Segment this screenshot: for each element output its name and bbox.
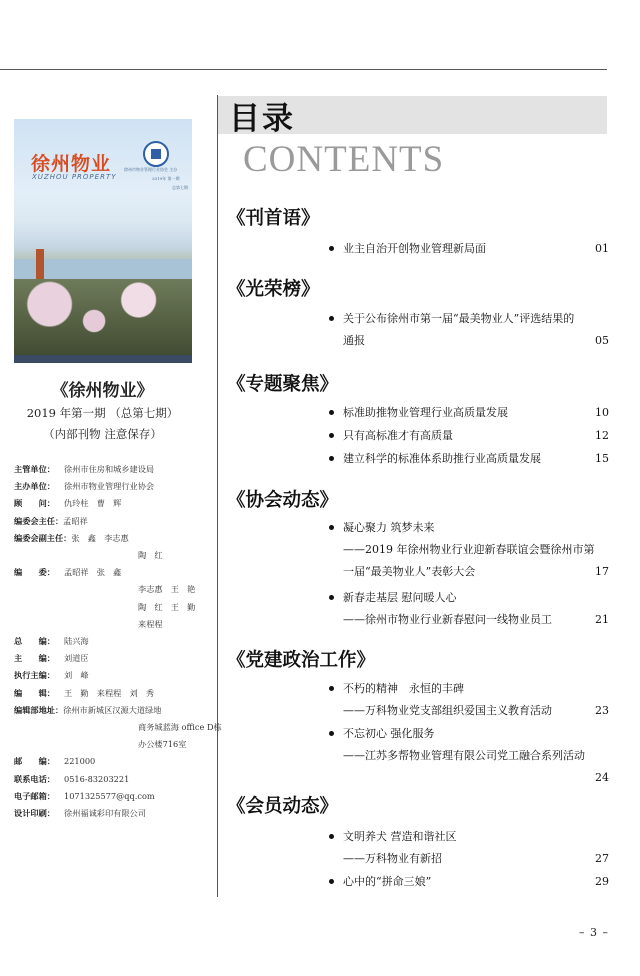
cover-image: [14, 119, 192, 363]
bullet-icon: [329, 246, 334, 251]
bullet-icon: [329, 834, 334, 839]
toc-section-title: 《党建政治工作》: [227, 650, 376, 671]
toc-entry[interactable]: [333, 425, 609, 447]
toc-entry-text: 通报: [343, 334, 365, 347]
toc-entry-text: ——万科物业有新招: [343, 852, 442, 865]
bullet-icon: [329, 456, 334, 461]
cover-title: 徐州物业: [31, 153, 112, 175]
credit-value: 王 勤 来程程 刘 秀: [64, 687, 155, 698]
toc-entry-line: [333, 330, 609, 352]
toc-entry-line: [333, 871, 609, 893]
toc-entry-line: [333, 448, 609, 470]
bullet-icon: [329, 525, 334, 530]
toc-entry-text: [333, 771, 347, 784]
credit-row: [14, 461, 222, 478]
toc-entry-line: [333, 826, 609, 848]
credit-row: [14, 547, 222, 564]
credit-value: 来程程: [138, 618, 163, 629]
bullet-icon: [329, 595, 334, 600]
credit-label: 主管单位：: [14, 464, 55, 474]
credit-label: [14, 599, 64, 616]
toc-entry[interactable]: [333, 402, 609, 424]
toc-section-title: 《专题聚焦》: [227, 374, 339, 395]
credit-label: 编 委：: [14, 567, 55, 578]
toc-section-title: 《协会动态》: [227, 490, 339, 511]
toc-entry-line: [333, 745, 609, 767]
cover-subtitle: XUZHOU PROPERTY: [32, 173, 117, 181]
credit-label: [14, 547, 64, 564]
credit-row: [14, 564, 222, 581]
credit-label: [14, 616, 64, 633]
toc-heading-en: CONTENTS: [243, 139, 445, 180]
credit-value: 孟昭祥 张 鑫: [64, 567, 122, 578]
credit-value: 张 鑫 李志惠: [71, 532, 129, 543]
toc-entry-text: 一届“最美物业人”表彰大会: [343, 565, 476, 578]
toc-entry-text: 心中的“拼命三娘”: [343, 875, 432, 888]
credit-label: 主 编：: [14, 653, 55, 664]
toc-entry-line: [333, 609, 609, 631]
toc-entry-line: [333, 723, 609, 745]
credit-label: 联系电话：: [14, 773, 55, 784]
toc-entry-text: 关于公布徐州市第一届“最美物业人”评选结果的: [343, 312, 575, 325]
credit-value: 徐州市物业管理行业协会: [64, 481, 155, 492]
credit-row: [14, 616, 222, 633]
toc-entry-line: [333, 517, 609, 539]
credit-label: 电子邮箱：: [14, 790, 55, 801]
bullet-icon: [329, 433, 334, 438]
credit-row: [14, 736, 222, 753]
credit-row: [14, 513, 222, 530]
toc-heading: 目录: [229, 101, 295, 137]
credit-row: [14, 633, 222, 650]
credit-row: [14, 495, 222, 512]
toc-entry[interactable]: [333, 308, 609, 352]
association-logo-icon: [143, 141, 169, 167]
toc-entry-text: 新春走基层 慰问暖人心: [343, 591, 457, 604]
toc-entry-line: [333, 238, 609, 260]
credit-label: 顾 问：: [14, 498, 55, 509]
toc-entry-line: [333, 848, 609, 870]
toc-entry[interactable]: [333, 238, 609, 260]
credit-row: [14, 667, 222, 684]
top-rule: [0, 69, 607, 70]
credit-row: [14, 719, 222, 736]
credit-value: 李志惠 王 艳: [138, 584, 196, 595]
credit-row: [14, 753, 222, 770]
toc-page-number: 27: [595, 852, 609, 865]
toc-entry-text: 标准助推物业管理行业高质量发展: [343, 406, 508, 419]
toc-entry-line: [333, 678, 609, 700]
credit-label: 设计印刷：: [14, 808, 55, 819]
bullet-icon: [329, 879, 334, 884]
cover-publisher: 徐州市物业管理行业协会 主办: [124, 167, 178, 172]
credit-value: 陆兴海: [64, 636, 89, 647]
toc-page-number: 10: [595, 406, 609, 419]
toc-entry-line: [333, 425, 609, 447]
credit-label: 主办单位：: [14, 481, 55, 492]
cover-volume: 总第七期: [172, 185, 188, 190]
credit-row: [14, 650, 222, 667]
credit-label: 编委会副主任：: [14, 532, 72, 543]
credit-label: [14, 719, 64, 736]
credit-row: [14, 530, 222, 547]
toc-entry-text: ——万科物业党支部组织爱国主义教育活动: [343, 704, 552, 717]
toc-page-number: 12: [595, 429, 609, 442]
toc-entry-text: 文明养犬 营造和谐社区: [343, 830, 457, 843]
credit-label: [14, 736, 64, 753]
bullet-icon: [329, 316, 334, 321]
bullet-icon: [329, 686, 334, 691]
credit-value: 孟昭祥: [63, 515, 88, 526]
toc-page-number: 24: [595, 771, 609, 784]
credit-value: 办公楼716室: [138, 739, 187, 750]
credit-value: 刘道臣: [64, 653, 89, 664]
toc-page-number: 15: [595, 452, 609, 465]
cover-blossom-trees: [14, 279, 192, 363]
toc-entry-text: 不忘初心 强化服务: [343, 727, 435, 740]
toc-section-title: 《刊首语》: [227, 208, 320, 229]
credit-label: 邮 编：: [14, 756, 55, 767]
credit-value: 刘 峰: [64, 670, 89, 681]
toc-entry[interactable]: [333, 826, 609, 870]
credit-value: 徐州市住房和城乡建设局: [64, 464, 155, 474]
cover-issue: 2019年 第一期: [152, 176, 180, 181]
credit-row: [14, 685, 222, 702]
credit-row: [14, 478, 222, 495]
credit-row: [14, 805, 222, 822]
toc-entry-line: [333, 308, 609, 330]
toc-entry-text: 建立科学的标准体系助推行业高质量发展: [343, 452, 541, 465]
credit-label: 总 编：: [14, 636, 55, 647]
magazine-issue: 2019 年第一期 （总第七期）: [26, 406, 179, 420]
bullet-icon: [329, 410, 334, 415]
toc-entry-line: [333, 539, 609, 561]
toc-entry-text: ——2019 年徐州物业行业迎新春联谊会暨徐州市第: [343, 543, 595, 556]
toc-entry[interactable]: [333, 587, 609, 631]
credit-value: 徐州福诚彩印有限公司: [64, 808, 146, 819]
credit-row: [14, 788, 222, 805]
toc-entry[interactable]: [333, 448, 609, 470]
toc-entry[interactable]: [333, 678, 609, 722]
credit-label: [14, 581, 64, 598]
toc-page-number: 01: [595, 242, 609, 255]
credit-value: 陶 红: [138, 550, 163, 561]
toc-entry-text: 凝心聚力 筑梦未来: [343, 521, 435, 534]
credit-label: 执行主编：: [14, 670, 55, 681]
credit-value: 徐州市新城区汉源大道绿地: [63, 704, 162, 715]
toc-page-number: 17: [595, 565, 609, 578]
toc-entry-line: [333, 587, 609, 609]
credit-row: [14, 771, 222, 788]
toc-entry-text: ——徐州市物业行业新春慰问一线物业员工: [343, 613, 552, 626]
toc-entry-text: 业主自治开创物业管理新局面: [343, 242, 486, 255]
credit-value: 陶 红 王 勤: [138, 601, 196, 612]
toc-entry-line: [333, 561, 609, 583]
toc-entry-line: [333, 767, 609, 789]
masthead-credits: [14, 461, 222, 822]
credit-value: 仇玲柱 曹 辉: [64, 498, 122, 509]
page-number: – 3 –: [579, 926, 609, 939]
credit-value: 221000: [64, 756, 96, 767]
toc-entry-text: ——江苏多帮物业管理有限公司党工融合系列活动: [343, 749, 585, 762]
cover-bottom-strip: [14, 355, 192, 363]
credit-value: 1071325577@qq.com: [64, 790, 155, 801]
toc-entry-line: [333, 700, 609, 722]
toc-entry[interactable]: [333, 871, 609, 893]
toc-page-number: 23: [595, 704, 609, 717]
toc-section-title: 《会员动态》: [227, 796, 339, 817]
credit-label: 编委会主任：: [14, 515, 64, 526]
toc-page-number: 21: [595, 613, 609, 626]
toc-entry-text: 只有高标准才有高质量: [343, 429, 453, 442]
credit-label: 编 辑：: [14, 687, 55, 698]
credit-row: [14, 599, 222, 616]
credit-value: 商务城蓝海 office D栋: [138, 722, 222, 733]
toc-entry[interactable]: [333, 723, 609, 789]
credit-label: 编辑部地址：: [14, 704, 64, 715]
toc-entry-line: [333, 402, 609, 424]
toc-page-number: 29: [595, 875, 609, 888]
credit-row: [14, 581, 222, 598]
toc-entry[interactable]: [333, 517, 609, 583]
toc-page-number: 05: [595, 334, 609, 347]
credit-value: 0516-83203221: [64, 773, 130, 784]
credit-row: [14, 702, 222, 719]
toc-section-title: 《光荣榜》: [227, 279, 320, 300]
magazine-note: （内部刊物 注意保存）: [43, 427, 162, 441]
toc-entry-text: 不朽的精神 永恒的丰碑: [343, 682, 464, 695]
magazine-title: 《徐州物业》: [51, 381, 154, 401]
bullet-icon: [329, 731, 334, 736]
